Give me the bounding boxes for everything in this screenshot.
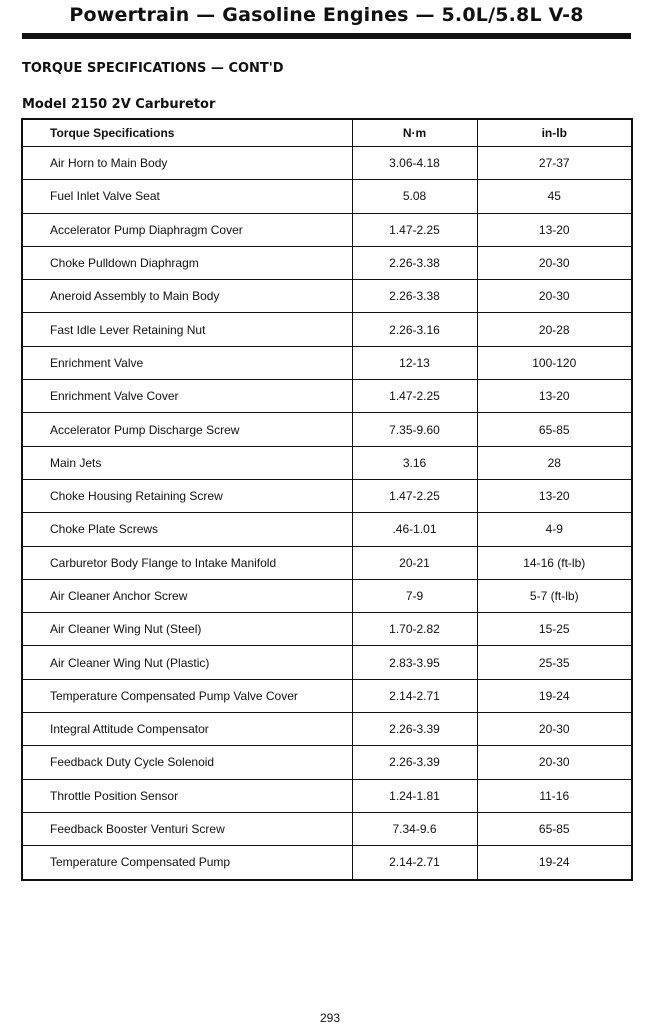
table-row	[22, 180, 632, 213]
page-header-title: Powertrain — Gasoline Engines — 5.0L/5.8L V-8	[69, 4, 584, 26]
spec-name-cell: Air Cleaner Wing Nut (Plastic)	[22, 646, 352, 679]
table-row	[22, 280, 632, 313]
inlb-value-cell: 15-25	[477, 613, 632, 646]
torque-spec-table	[21, 118, 633, 881]
header-rule	[22, 33, 631, 39]
nm-value-cell: 7.34-9.6	[352, 812, 477, 845]
nm-value-cell: 2.26-3.38	[352, 280, 477, 313]
table-row	[22, 446, 632, 479]
table-row	[22, 579, 632, 612]
table-row	[22, 679, 632, 712]
table-row	[22, 546, 632, 579]
spec-name-cell: Integral Attitude Compensator	[22, 713, 352, 746]
inlb-value-cell: 13-20	[477, 213, 632, 246]
page-number: 293	[319, 1011, 341, 1025]
nm-value-cell: 2.83-3.95	[352, 646, 477, 679]
inlb-value-cell: 13-20	[477, 479, 632, 512]
inlb-value-cell: 25-35	[477, 646, 632, 679]
table-row	[22, 713, 632, 746]
spec-name-cell: Aneroid Assembly to Main Body	[22, 280, 352, 313]
nm-value-cell: 20-21	[352, 546, 477, 579]
spec-name-cell: Choke Plate Screws	[22, 513, 352, 546]
inlb-value-cell: 13-20	[477, 380, 632, 413]
nm-value-cell: 2.14-2.71	[352, 846, 477, 880]
table-row	[22, 646, 632, 679]
inlb-value-cell: 45	[477, 180, 632, 213]
nm-value-cell: 1.47-2.25	[352, 380, 477, 413]
spec-name-cell: Choke Housing Retaining Screw	[22, 479, 352, 512]
table-row	[22, 246, 632, 279]
spec-name-cell: Feedback Duty Cycle Solenoid	[22, 746, 352, 779]
section-title: TORQUE SPECIFICATIONS — CONT'D	[22, 61, 284, 76]
spec-name-cell: Air Cleaner Wing Nut (Steel)	[22, 613, 352, 646]
table-row	[22, 413, 632, 446]
spec-name-cell: Feedback Booster Venturi Screw	[22, 812, 352, 845]
nm-value-cell: 1.47-2.25	[352, 213, 477, 246]
nm-value-cell: 2.26-3.38	[352, 246, 477, 279]
table-row	[22, 613, 632, 646]
inlb-value-cell: 19-24	[477, 846, 632, 880]
spec-name-cell: Carburetor Body Flange to Intake Manifold	[22, 546, 352, 579]
nm-value-cell: 5.08	[352, 180, 477, 213]
column-header-nm: N·m	[352, 119, 477, 147]
inlb-value-cell: 11-16	[477, 779, 632, 812]
table-row	[22, 812, 632, 845]
inlb-value-cell: 14-16 (ft-lb)	[477, 546, 632, 579]
inlb-value-cell: 5-7 (ft-lb)	[477, 579, 632, 612]
table-row	[22, 746, 632, 779]
nm-value-cell: 1.47-2.25	[352, 479, 477, 512]
column-header-spec: Torque Specifications	[22, 119, 352, 147]
inlb-value-cell: 100-120	[477, 346, 632, 379]
inlb-value-cell: 4-9	[477, 513, 632, 546]
spec-name-cell: Temperature Compensated Pump Valve Cover	[22, 679, 352, 712]
table-row	[22, 779, 632, 812]
inlb-value-cell: 19-24	[477, 679, 632, 712]
table-row	[22, 846, 632, 880]
spec-name-cell: Fast Idle Lever Retaining Nut	[22, 313, 352, 346]
inlb-value-cell: 65-85	[477, 812, 632, 845]
inlb-value-cell: 27-37	[477, 147, 632, 180]
nm-value-cell: 12-13	[352, 346, 477, 379]
inlb-value-cell: 20-30	[477, 280, 632, 313]
inlb-value-cell: 28	[477, 446, 632, 479]
table-row	[22, 213, 632, 246]
inlb-value-cell: 20-30	[477, 746, 632, 779]
spec-name-cell: Accelerator Pump Diaphragm Cover	[22, 213, 352, 246]
inlb-value-cell: 20-30	[477, 713, 632, 746]
spec-name-cell: Throttle Position Sensor	[22, 779, 352, 812]
spec-name-cell: Temperature Compensated Pump	[22, 846, 352, 880]
spec-name-cell: Fuel Inlet Valve Seat	[22, 180, 352, 213]
nm-value-cell: .46-1.01	[352, 513, 477, 546]
table-header-row	[22, 119, 632, 147]
table-row	[22, 147, 632, 180]
spec-name-cell: Enrichment Valve	[22, 346, 352, 379]
nm-value-cell: 3.06-4.18	[352, 147, 477, 180]
inlb-value-cell: 65-85	[477, 413, 632, 446]
nm-value-cell: 3.16	[352, 446, 477, 479]
table-row	[22, 513, 632, 546]
nm-value-cell: 7-9	[352, 579, 477, 612]
spec-name-cell: Air Cleaner Anchor Screw	[22, 579, 352, 612]
table-body	[22, 147, 632, 880]
table-title: Model 2150 2V Carburetor	[22, 97, 216, 112]
nm-value-cell: 2.14-2.71	[352, 679, 477, 712]
nm-value-cell: 1.24-1.81	[352, 779, 477, 812]
table-row	[22, 313, 632, 346]
table-row	[22, 380, 632, 413]
spec-name-cell: Main Jets	[22, 446, 352, 479]
nm-value-cell: 2.26-3.16	[352, 313, 477, 346]
column-header-inlb: in-lb	[477, 119, 632, 147]
table-row	[22, 479, 632, 512]
nm-value-cell: 1.70-2.82	[352, 613, 477, 646]
spec-name-cell: Air Horn to Main Body	[22, 147, 352, 180]
nm-value-cell: 7.35-9.60	[352, 413, 477, 446]
nm-value-cell: 2.26-3.39	[352, 746, 477, 779]
nm-value-cell: 2.26-3.39	[352, 713, 477, 746]
spec-name-cell: Choke Pulldown Diaphragm	[22, 246, 352, 279]
table-row	[22, 346, 632, 379]
inlb-value-cell: 20-30	[477, 246, 632, 279]
inlb-value-cell: 20-28	[477, 313, 632, 346]
spec-name-cell: Enrichment Valve Cover	[22, 380, 352, 413]
spec-name-cell: Accelerator Pump Discharge Screw	[22, 413, 352, 446]
